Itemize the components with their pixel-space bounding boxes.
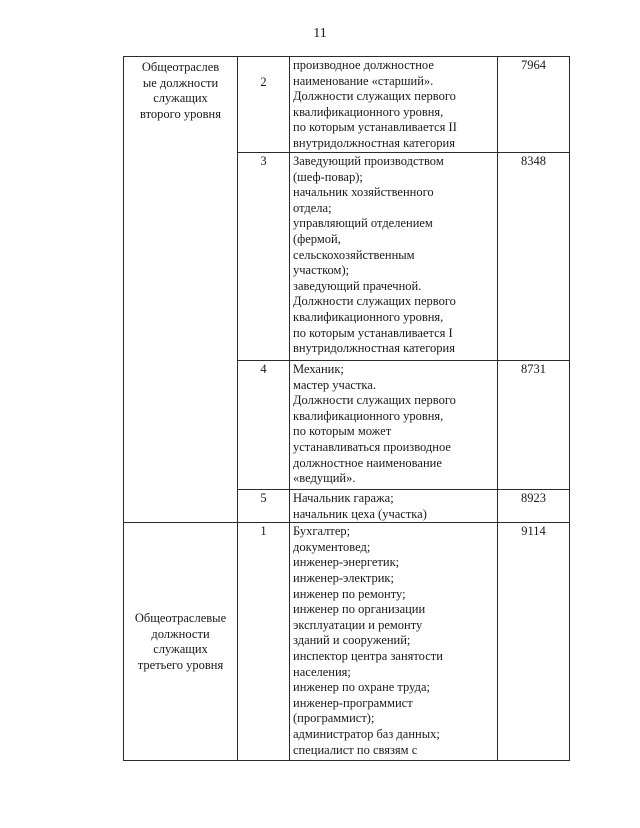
position-line: Должности служащих первого [293,294,456,309]
position-line: Заведующий производством [293,154,444,168]
position-line: (фермой, [293,231,341,246]
position-line: управляющий отделением [293,216,433,231]
position-line: документовед; [293,539,371,554]
group-name-line: должности [151,626,210,641]
position-line: участком); [293,263,350,278]
position-line: зданий и сооружений; [293,633,411,648]
position-line: населения; [293,664,351,679]
level-cell [238,57,290,153]
position-line: начальник хозяйственного [293,185,434,200]
position-line: инженер по ремонту; [293,586,406,601]
amount-cell: 8731 [498,361,570,490]
table-row [124,57,570,153]
position-line: инспектор центра занятости [293,648,443,663]
group-name-line: ые должности [142,75,219,90]
amount-cell: 8923 [498,490,570,523]
level-cell: 1 [238,523,290,761]
position-line: отдела; [293,200,332,215]
positions-cell [290,523,498,761]
position-line: наименование «старший». [293,73,434,88]
positions-cell [290,361,498,490]
positions-cell [290,153,498,361]
level-cell: 5 [238,490,290,523]
position-line: Должности служащих первого [293,393,456,408]
group-name-line: второго уровня [140,106,221,121]
level-cell: 3 [238,153,290,361]
positions-cell [290,57,498,153]
position-line: инженер-электрик; [293,570,394,585]
position-line: эксплуатации и ремонту [293,617,423,632]
group-name-line: третьего уровня [137,657,224,672]
position-line: начальник цеха (участка) [293,506,427,521]
position-line: квалификационного уровня, [293,408,444,423]
position-line: сельскохозяйственным [293,247,415,262]
group-name-line: служащих [153,642,208,657]
level-cell: 4 [238,361,290,490]
positions-cell [290,490,498,523]
position-line: должностное наименование [293,455,442,470]
salary-table [123,56,570,761]
position-line: Начальник гаража; [293,491,394,505]
position-line: квалификационного уровня, [293,104,444,119]
group-name-cell [124,57,238,523]
position-line: инженер-энергетик; [293,555,400,570]
group-name-cell [124,523,238,761]
amount-cell: 7964 [498,57,570,153]
amount-cell: 8348 [498,153,570,361]
position-line: администратор баз данных; [293,726,440,741]
position-line: внутридолжностная категория [293,135,455,150]
position-line: инженер по организации [293,602,426,617]
position-line: по которым может [293,424,392,439]
position-line: специалист по связям с [293,742,418,757]
position-line: по которым устанавливается I [293,325,453,340]
position-line: Механик; [293,362,344,376]
page-number: 11 [313,26,327,41]
level-number: 2 [260,75,267,89]
table-row [124,523,570,761]
position-line: квалификационного уровня, [293,309,444,324]
position-line: устанавливаться производное [293,439,451,454]
amount-cell: 9114 [498,523,570,761]
position-line: внутридолжностная категория [293,341,455,356]
group-name-line: служащих [153,91,208,106]
position-line: инженер по охране труда; [293,680,430,695]
position-line: Должности служащих первого [293,89,456,104]
position-line: производное должностное [293,58,434,72]
position-line: «ведущий». [293,471,356,486]
position-line: Бухгалтер; [293,524,351,539]
position-line: инженер-программист [293,695,413,710]
position-line: по которым устанавливается II [293,120,457,135]
position-line: заведующий прачечной. [293,278,422,293]
group-name-line: Общеотраслевые [134,611,227,625]
position-line: (шеф-повар); [293,169,363,184]
group-name-line: Общеотраслев [141,60,220,74]
position-line: (программист); [293,711,375,726]
position-line: мастер участка. [293,377,376,392]
